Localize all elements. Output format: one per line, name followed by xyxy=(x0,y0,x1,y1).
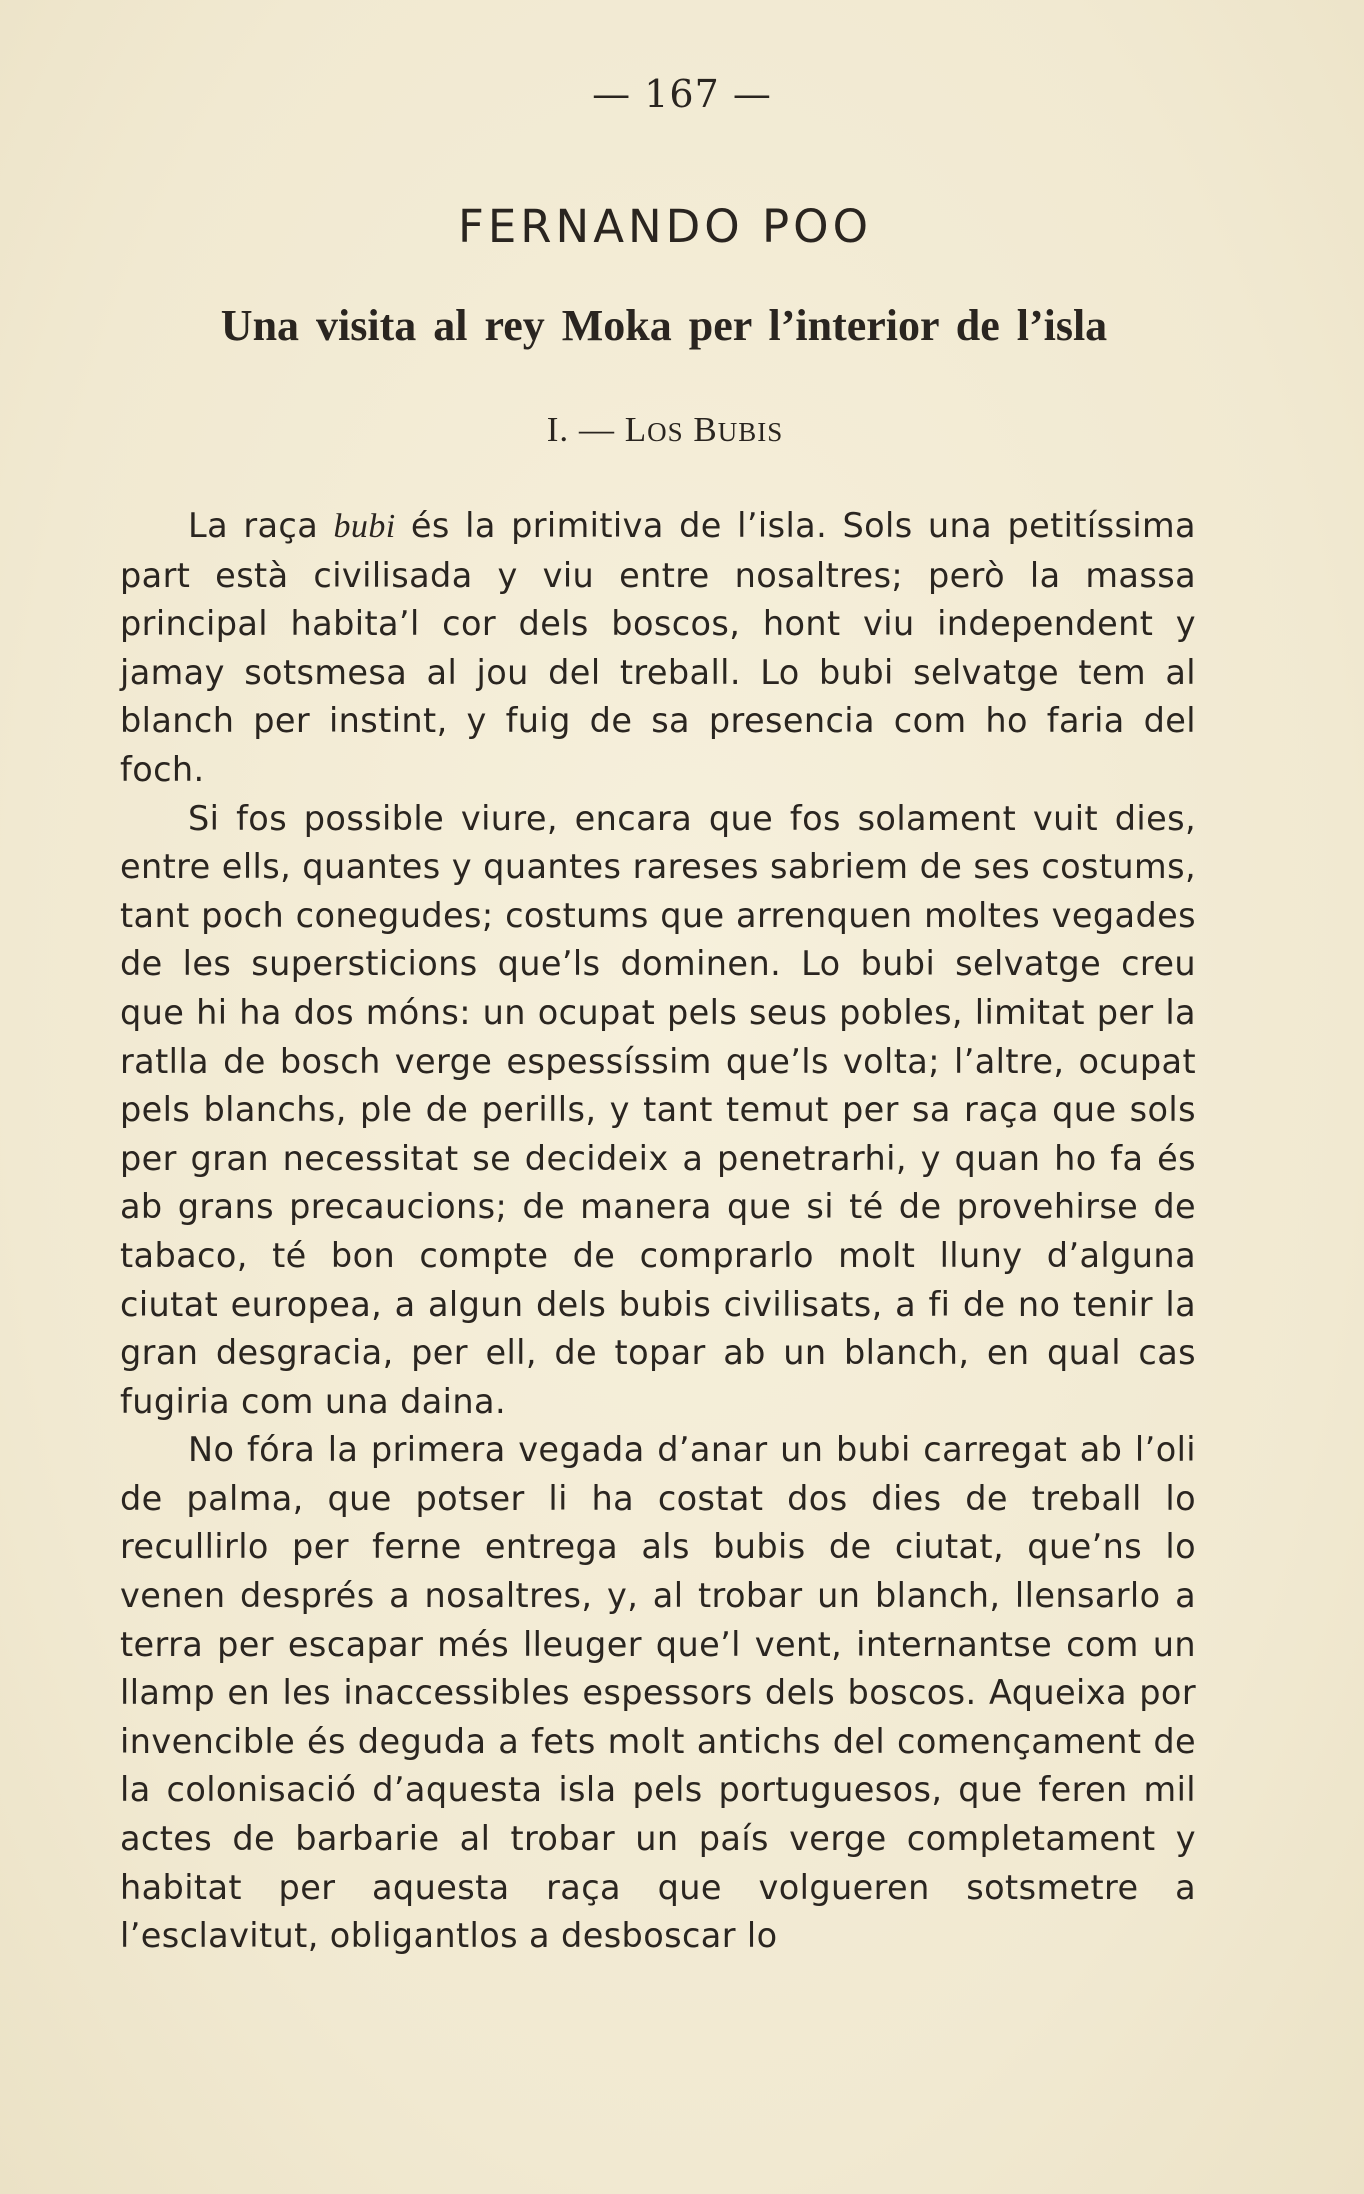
body-text xyxy=(120,502,1196,1961)
paragraph-1 xyxy=(120,502,1196,795)
section-dash: — xyxy=(569,410,625,449)
paragraph-1-italic-term: bubi xyxy=(333,508,396,545)
section-heading xyxy=(0,410,1330,450)
section-title-word2-rest: UBIS xyxy=(717,417,784,447)
paragraph-2: Si fos possible viure, encara que fos solament vuit dies, entre ells, quantes y quantes rareses sabriem de ses costums, tant poch conegudes; costums que arrenquen moltes vegades de les supersticions que’ls dominen. Lo bubi selvatge creu que hi ha dos móns: un ocupat pels seus pobles, limitat per la ratlla de bosch verge espessíssim que’ls volta; l’altre, ocupat pels blanchs, ple de perills, y tant temut per sa raça que sols per gran necessitat se decideix a penetrarhi, y quan ho fa és ab grans precaucions; de manera que si té de provehirse de tabaco, té bon compte de comprarlo molt lluny d’alguna ciutat europea, a algun dels bubis civilisats, a fi de no tenir la gran desgracia, per ell, de topar ab un blanch, en qual cas fugiria com una daina. xyxy=(120,798,1196,1421)
paragraph-1-lead: La raça xyxy=(188,506,334,545)
chapter-title: FERNANDO POO xyxy=(457,200,873,253)
section-title-word1-initial: L xyxy=(624,410,648,449)
paragraph-1-rest: és la primitiva de l’isla. Sols una petitíssima part està civilisada y viu entre nosaltres; però la massa principal habita’l cor dels boscos, hont viu independent y jamay sotsmesa al jou del treball. Lo bubi selvatge tem al blanch per instint, y fuig de sa presencia com ho faria del foch. xyxy=(120,506,1196,789)
article-subtitle: Una visita al rey Moka per l’interior de l’isla xyxy=(220,301,1108,350)
paragraph-3: No fóra la primera vegada d’anar un bubi carregat ab l’oli de palma, que potser li ha costat dos dies de treball lo recullirlo per ferne entrega als bubis de ciutat, que’ns lo venen després a nosaltres, y, al trobar un blanch, llensarlo a terra per escapar més lleuger que’l vent, internantse com un llamp en les inaccessibles espessors dels boscos. Aqueixa por invencible és deguda a fets molt antichs del començament de la colonisació d’aquesta isla pels portuguesos, que feren mil actes de barbarie al trobar un país verge completament y habitat per aquesta raça que volgueren sotsmetre a l’esclavitut, obligantlos a desboscar lo xyxy=(120,1430,1196,1956)
section-numeral: I. xyxy=(546,410,570,449)
page-number: — 167 — xyxy=(592,72,772,116)
section-title-word1-rest: OS xyxy=(647,417,684,447)
section-title-word2-initial: B xyxy=(693,410,718,449)
